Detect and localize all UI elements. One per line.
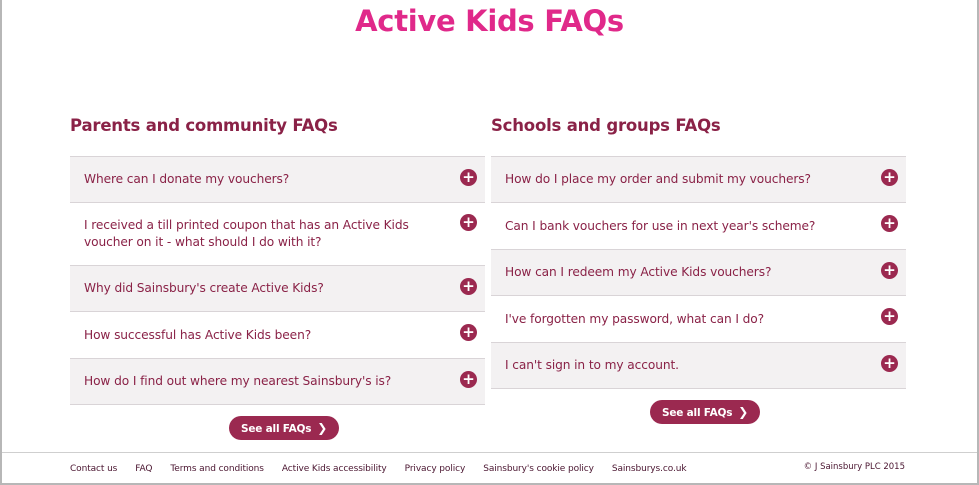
page-title: Active Kids FAQs bbox=[355, 4, 624, 38]
footer-link-faq[interactable]: FAQ bbox=[135, 464, 153, 474]
faq-item[interactable] bbox=[491, 296, 906, 343]
see-all-schools-faqs-button[interactable] bbox=[650, 400, 760, 424]
footer-nav bbox=[70, 464, 704, 474]
footer-link-privacy[interactable]: Privacy policy bbox=[404, 464, 466, 474]
plus-icon[interactable]: + bbox=[460, 169, 477, 186]
plus-icon[interactable]: + bbox=[460, 278, 477, 295]
plus-icon[interactable]: + bbox=[881, 262, 898, 279]
schools-faq-section bbox=[491, 114, 906, 389]
plus-icon[interactable]: + bbox=[881, 169, 898, 186]
faq-question: How successful has Active Kids been? bbox=[84, 327, 312, 342]
faq-question: I can't sign in to my account. bbox=[505, 358, 679, 372]
schools-faq-heading: Schools and groups FAQs bbox=[491, 116, 721, 135]
footer-link-terms[interactable]: Terms and conditions bbox=[170, 464, 264, 474]
faq-item[interactable] bbox=[491, 203, 906, 250]
schools-faq-list bbox=[491, 156, 906, 389]
parents-faq-heading: Parents and community FAQs bbox=[70, 116, 338, 135]
chevron-right-icon: ❯ bbox=[738, 405, 749, 419]
faq-question: How do I find out where my nearest Sainsbury's is? bbox=[84, 374, 392, 388]
faq-item[interactable] bbox=[491, 250, 906, 296]
footer-link-cookie-policy[interactable]: Sainsbury's cookie policy bbox=[483, 464, 594, 474]
faq-question: Where can I donate my vouchers? bbox=[84, 172, 290, 186]
faq-item[interactable] bbox=[70, 359, 485, 405]
footer-divider bbox=[2, 452, 977, 453]
see-all-label: See all FAQs bbox=[241, 423, 312, 435]
footer-link-sainsburys[interactable]: Sainsburys.co.uk bbox=[611, 464, 687, 474]
see-all-parents-faqs-button[interactable] bbox=[229, 416, 339, 440]
faq-item[interactable] bbox=[70, 157, 485, 203]
plus-icon[interactable]: + bbox=[881, 355, 898, 372]
faq-question: How do I place my order and submit my vouchers? bbox=[505, 172, 811, 186]
see-all-label: See all FAQs bbox=[662, 407, 733, 419]
faq-question: I've forgotten my password, what can I do? bbox=[505, 311, 764, 326]
faq-question: I received a till printed coupon that has an Active Kids voucher on it - what should I do with it? bbox=[84, 218, 409, 249]
faq-question: Can I bank vouchers for use in next year's scheme? bbox=[505, 218, 816, 233]
faq-item[interactable] bbox=[491, 343, 906, 389]
footer-link-accessibility[interactable]: Active Kids accessibility bbox=[281, 464, 387, 474]
faq-item[interactable] bbox=[491, 157, 906, 203]
plus-icon[interactable]: + bbox=[460, 324, 477, 341]
faq-item[interactable] bbox=[70, 266, 485, 312]
faq-question: How can I redeem my Active Kids vouchers? bbox=[505, 265, 772, 279]
plus-icon[interactable]: + bbox=[881, 308, 898, 325]
plus-icon[interactable]: + bbox=[460, 214, 477, 231]
chevron-right-icon: ❯ bbox=[317, 421, 328, 435]
faq-question: Why did Sainsbury's create Active Kids? bbox=[84, 281, 324, 295]
parents-faq-list bbox=[70, 156, 485, 405]
copyright-text: © J Sainsbury PLC 2015 bbox=[803, 462, 905, 472]
footer-link-contact-us[interactable]: Contact us bbox=[70, 464, 118, 474]
plus-icon[interactable]: + bbox=[881, 215, 898, 232]
faq-item[interactable] bbox=[70, 203, 485, 266]
plus-icon[interactable]: + bbox=[460, 371, 477, 388]
faq-item[interactable] bbox=[70, 312, 485, 359]
parents-faq-section bbox=[70, 114, 485, 405]
